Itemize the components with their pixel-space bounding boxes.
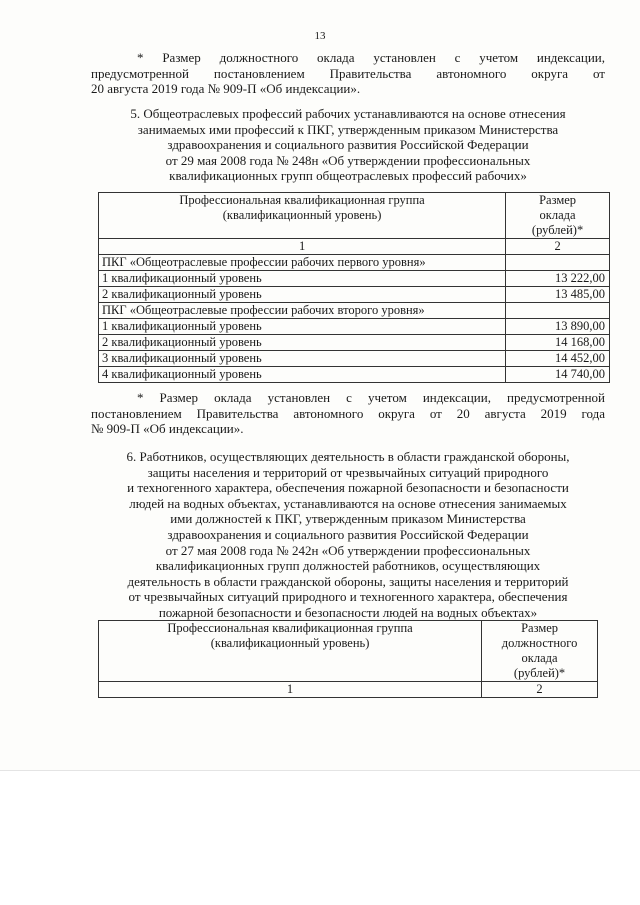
text-line: 5. Общеотраслевых профессий рабочих устанавливаются на основе отнесения [130,106,566,121]
header-qualification-group [99,193,506,239]
text-line: здравоохранения и социального развития Российской Федерации [167,526,529,542]
header-text: должностного [501,636,578,650]
table-row [99,319,610,335]
row-label: 4 квалификационный уровень [99,367,506,383]
text-line: № 909-П «Об индексации». [91,421,244,437]
table-header-row [99,193,610,239]
row-value: 14 452,00 [506,351,610,367]
text-line: предусмотренной постановлением Правительства автономного округа от [91,65,605,81]
text-line: * Размер должностного оклада установлен с учетом индексации, [137,50,605,65]
table-row [99,287,610,303]
text-line: 6. Работников, осуществляющих деятельность в области гражданской обороны, [126,449,570,464]
text-line: * Размер оклада установлен с учетом индексации, предусмотренной [137,390,605,405]
header-salary [482,621,598,682]
text-line: и техногенного характера, обеспечения пожарной безопасности и безопасности [127,480,569,496]
table-row [99,367,610,383]
row-value: 14 168,00 [506,335,610,351]
text-line: 20 августа 2019 года № 909-П «Об индексации». [91,81,361,97]
salary-table-workers [98,192,610,383]
header-text: (квалификационный уровень) [210,636,370,650]
table-row [99,303,610,319]
row-value [506,255,610,271]
row-label: 3 квалификационный уровень [99,351,506,367]
text-line: квалификационных групп должностей работников, осуществляющих [155,558,541,574]
row-label: 2 квалификационный уровень [99,287,506,303]
header-text: Размер [539,193,577,207]
text-line: постановлением Правительства автономного округа от 20 августа 2019 года [91,405,605,421]
text-line: защиты населения и территорий от чрезвычайных ситуаций природного [147,464,549,480]
row-label: ПКГ «Общеотраслевые профессии рабочих второго уровня» [99,303,506,319]
text-line: ими должностей к ПКГ, утвержденным приказом Министерства [170,511,526,527]
text-line: людей на водных объектах, устанавливаются на основе отнесения занимаемых [129,495,567,511]
row-label: 1 квалификационный уровень [99,271,506,287]
column-number-row [99,239,610,255]
header-text: (квалификационный уровень) [222,208,382,222]
text-line: деятельность в области гражданской обороны, защиты населения и территорий [127,573,569,589]
row-value: 13 890,00 [506,319,610,335]
table-row [99,255,610,271]
salary-table-civil-defense [98,620,598,698]
text-line: пожарной безопасности и безопасности людей на водных объектах» [158,604,538,620]
header-qualification-group [99,621,482,682]
row-label: 2 квалификационный уровень [99,335,506,351]
blank-area [0,771,640,905]
text-line: занимаемых ими профессий к ПКГ, утвержденным приказом Министерства [137,121,559,137]
header-text: Размер [521,621,559,635]
table-row [99,351,610,367]
text-line: от 27 мая 2008 года № 242н «Об утверждении профессиональных [165,542,531,558]
column-number: 1 [99,682,482,698]
header-salary [506,193,610,239]
table-row [99,335,610,351]
page-number: 13 [314,30,326,42]
row-value: 13 485,00 [506,287,610,303]
table-header-row [99,621,598,682]
row-value: 13 222,00 [506,271,610,287]
column-number: 2 [482,682,598,698]
footnote-salary-indexation [91,50,605,97]
header-text: Профессиональная квалификационная группа [179,193,425,207]
row-value [506,303,610,319]
header-text: Профессиональная квалификационная группа [167,621,413,635]
row-value: 14 740,00 [506,367,610,383]
section-6-heading [91,449,605,621]
text-line: от 29 мая 2008 года № 248н «Об утверждении профессиональных [165,152,531,168]
row-label: 1 квалификационный уровень [99,319,506,335]
header-text: (рублей)* [513,666,566,680]
header-text: оклада [521,651,558,665]
section-5-heading [91,106,605,184]
column-number: 1 [99,239,506,255]
footnote-salary-indexation-2 [91,390,605,437]
column-number: 2 [506,239,610,255]
text-line: от чрезвычайных ситуаций природного и техногенного характера, обеспечения [128,589,568,605]
column-number-row [99,682,598,698]
text-line: квалификационных групп общеотраслевых профессий рабочих» [169,168,527,184]
table-row [99,271,610,287]
header-text: (рублей)* [531,223,584,237]
text-line: здравоохранения и социального развития Российской Федерации [167,137,529,153]
row-label: ПКГ «Общеотраслевые профессии рабочих первого уровня» [99,255,506,271]
header-text: оклада [539,208,576,222]
